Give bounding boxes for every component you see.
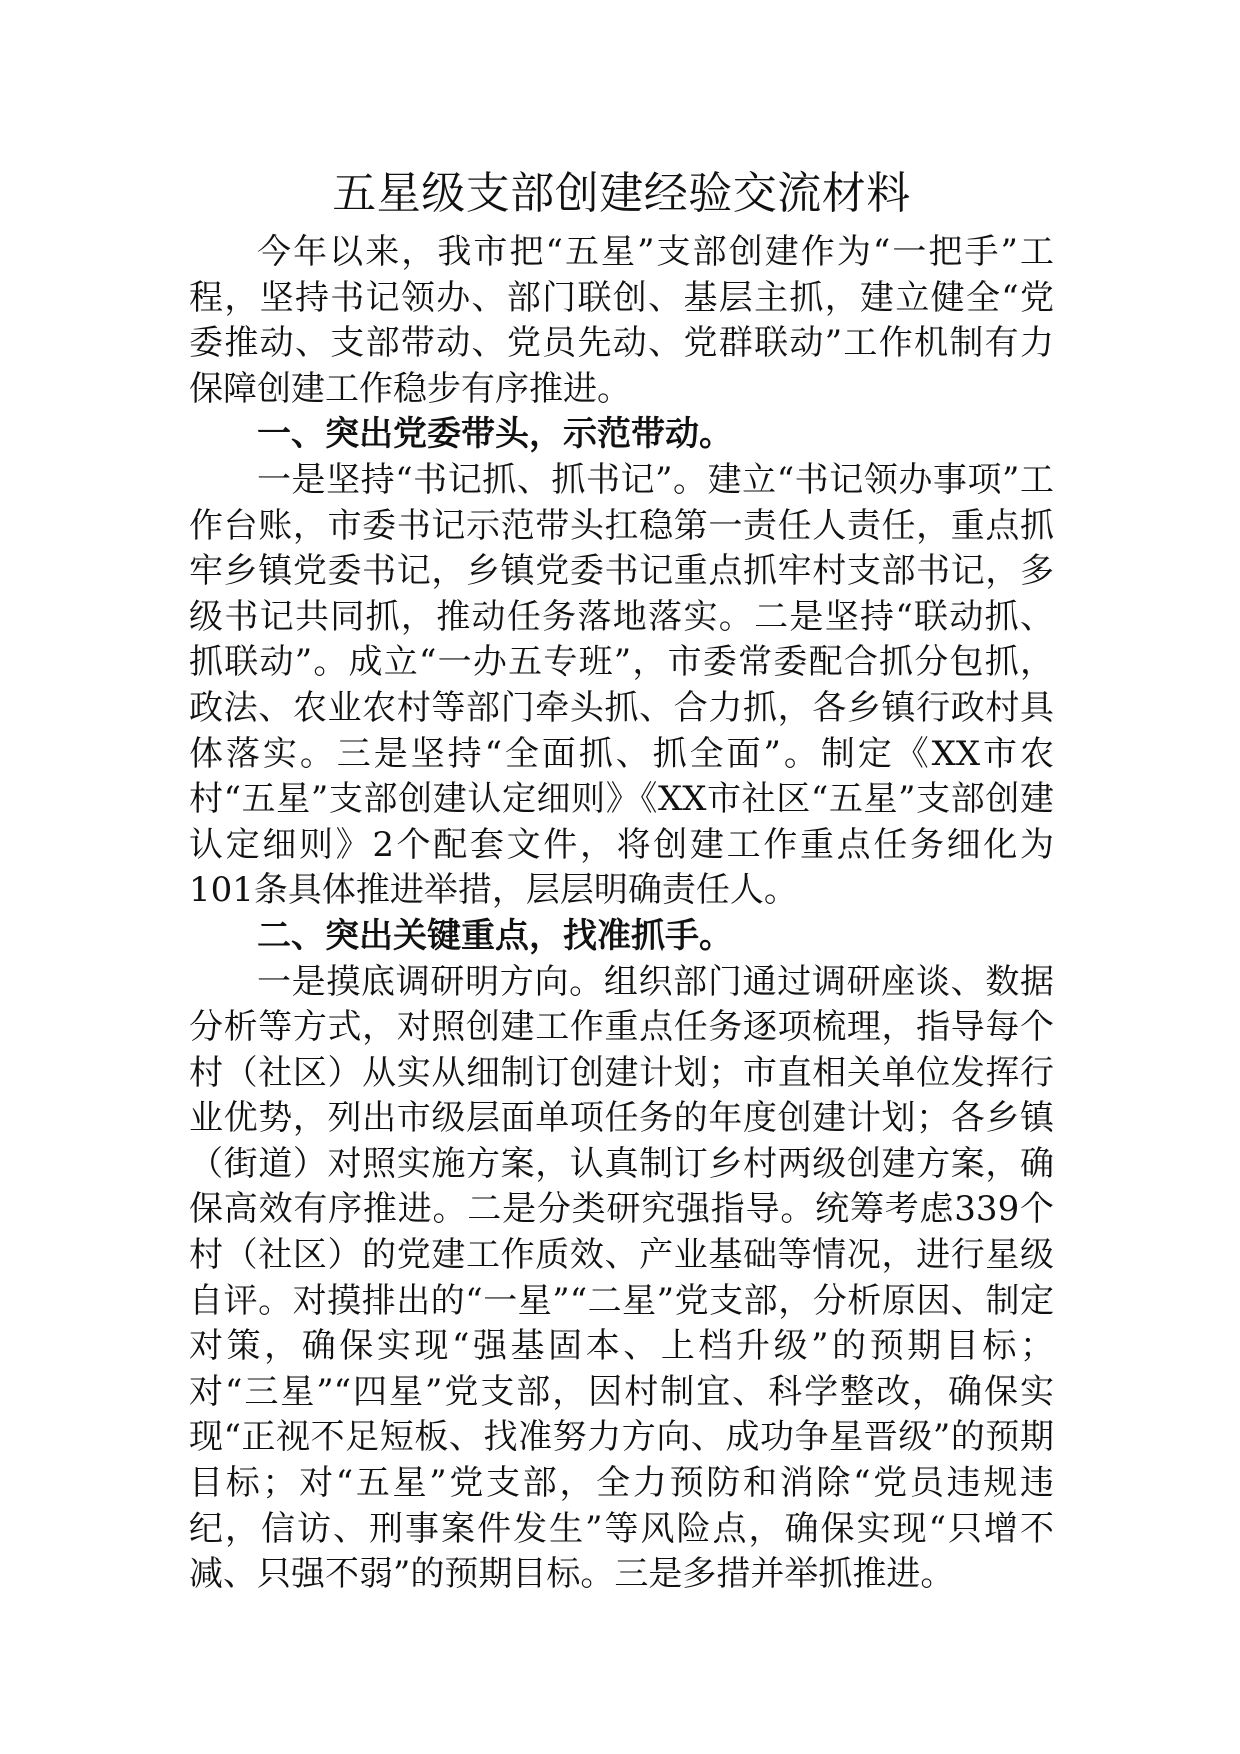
intro-paragraph: 今年以来，我市把“五星”支部创建作为“一把手”工程，坚持书记领办、部门联创、基层主抓，建立健全“党委推动、支部带动、党员先动、党群联动”工作机制有力保障创建工作稳步有序推进。	[189, 232, 1054, 409]
section-heading-2: 二、突出关键重点，找准抓手。	[257, 915, 733, 956]
section-1-paragraph: 一是坚持“书记抓、抓书记”。建立“书记领办事项”工作台账，市委书记示范带头扛稳第一责任人责任，重点抓牢乡镇党委书记，乡镇党委书记重点抓牢村支部书记，多级书记共同抓，推动任务落地落实。二是坚持“联动抓、抓联动”。成立“一办五专班”，市委常委配合抓分包抓，政法、农业农村等部门牵头抓、合力抓，各乡镇行政村具体落实。三是坚持“全面抓、抓全面”。制定《XX市农村“五星”支部创建认定细则》《XX市社区“五星”支部创建认定细则》2个配套文件，将创建工作重点任务细化为101条具体推进举措，层层明确责任人。	[189, 459, 1054, 911]
section-2-paragraph: 一是摸底调研明方向。组织部门通过调研座谈、数据分析等方式，对照创建工作重点任务逐项梳理，指导每个村（社区）从实从细制订创建计划；市直相关单位发挥行业优势，列出市级层面单项任务的年度创建计划；各乡镇（街道）对照实施方案，认真制订乡村两级创建方案，确保高效有序推进。二是分类研究强指导。统筹考虑339个村（社区）的党建工作质效、产业基础等情况，进行星级自评。对摸排出的“一星”“二星”党支部，分析原因、制定对策，确保实现“强基固本、上档升级”的预期目标；对“三星”“四星”党支部，因村制宜、科学整改，确保实现“正视不足短板、找准努力方向、成功争星晋级”的预期目标；对“五星”党支部，全力预防和消除“党员违规违纪，信访、刑事案件发生”等风险点，确保实现“只增不减、只强不弱”的预期目标。三是多措并举抓推进。	[189, 961, 1054, 1595]
document-page	[189, 168, 1054, 1598]
section-heading-1: 一、突出党委带头，示范带动。	[257, 414, 733, 455]
document-title: 五星级支部创建经验交流材料	[332, 168, 911, 219]
